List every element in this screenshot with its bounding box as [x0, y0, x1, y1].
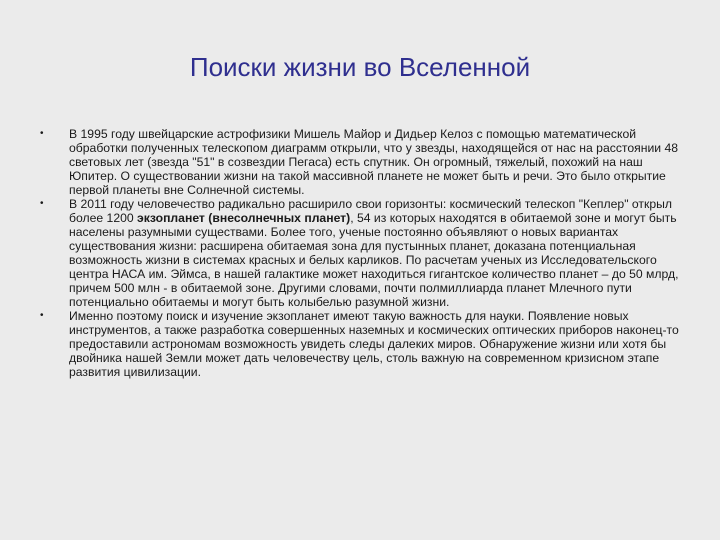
bullet-2-text-part-2: , 54 из которых находятся в обитаемой зоне и могут быть населены разумными существами. Более того, ученые постоянно объявляют о новых вариантах существования жизни: расширена обитаемая зона для пустынных планет, доказана потенциальная возможность жизни в системах красных и белых карликов. По расчетам ученых из Исследовательского центра НАСА им. Эймса, в нашей галактике может находиться гигантское количество планет – до 50 млрд, причем 500 млн - в обитаемой зоне. Другими словами, почти полмиллиарда планет Млечного пути потенциально обитаемы и могут быть колыбелью разумной жизни.: [69, 211, 679, 309]
bullet-item-2: [40, 197, 680, 309]
bullet-text: [69, 127, 678, 197]
bullet-item-3: [40, 309, 680, 379]
bullet-1-text: В 1995 году швейцарские астрофизики Мишель Майор и Дидьер Келоз с помощью математической обработки полученных телескопом диаграмм открыли, что у звезды, находящейся от нас на расстоянии 48 световых лет (звезда "51" в созвездии Пегаса) есть спутник. Он огромный, тяжелый, похожий на наш Юпитер. О существовании жизни на такой массивной планете не может быть и речи. Это было открытие первой планеты вне Солнечной системы.: [69, 127, 679, 197]
slide-title: Поиски жизни во Вселенной: [189, 52, 531, 82]
bullet-3-text: Именно поэтому поиск и изучение экзопланет имеют такую важность для науки. Появление новых инструментов, а также разработка совершенных наземных и космических оптических приборов наконец-то предоставили астрономам возможность увидеть следы далеких миров. Обнаружение жизни или хотя бы двойника нашей Земли может дать человечеству цель, столь важную на современном кризисном этапе развития цивилизации.: [69, 309, 679, 379]
bullet-text: [69, 197, 679, 309]
bullet-2-bold-term: экзопланет (внесолнечных планет): [137, 211, 351, 225]
bullet-item-1: [40, 127, 680, 197]
bullet-2-text-part-1: В 2011 году человечество радикально расширило свои горизонты: космический телескоп "Кеплер" открыл более 1200: [69, 197, 672, 225]
bullet-list: [40, 127, 680, 379]
bullet-dot-icon: •: [40, 198, 44, 209]
bullet-dot-icon: •: [40, 128, 44, 139]
bullet-text: [69, 309, 679, 379]
bullet-dot-icon: •: [40, 310, 44, 321]
